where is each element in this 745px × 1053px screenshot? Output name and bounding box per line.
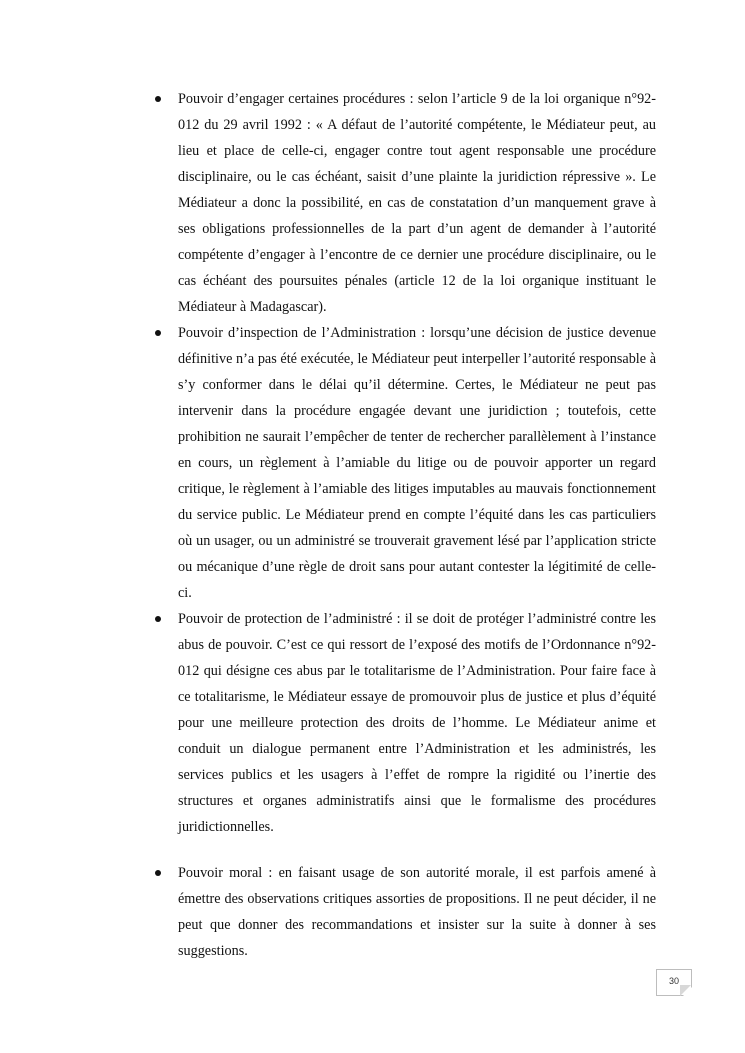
bullet-list <box>0 86 745 964</box>
paragraph-pouvoir-engager-procedures: Pouvoir d’engager certaines procédures : selon l’article 9 de la loi organique n°92-012 du 29 avril 1992 : « A défaut de l’autorité compétente, le Médiateur peut, au lieu et place de celle-ci, engager contre tout agent responsable une procédure disciplinaire, ou le cas échéant, saisit d’une plainte la juridiction répressive ». Le Médiateur a donc la possibilité, en cas de constatation d’un manquement grave à ses obligations professionnelles de la part d’un agent de demander à l’autorité compétente d’engager à l’encontre de ce dernier une procédure disciplinaire, ou le cas échéant des poursuites pénales (article 12 de la loi organique instituant le Médiateur à Madagascar). <box>178 91 656 315</box>
bullet-icon <box>155 330 161 336</box>
list-item <box>0 86 745 320</box>
paragraph-pouvoir-inspection: Pouvoir d’inspection de l’Administration : lorsqu’une décision de justice devenue définitive n’a pas été exécutée, le Médiateur peut interpeller l’autorité responsable à s’y conformer dans le délai qu’il détermine. Certes, le Médiateur ne peut pas intervenir dans la procédure engagée devant une juridiction ; toutefois, cette prohibition ne saurait l’empêcher de tenter de rechercher parallèlement à l’instance en cours, un règlement à l’amiable du litige ou de pouvoir apporter un regard critique, le règlement à l’amiable des litiges imputables au mauvais fonctionnement du service public. Le Médiateur prend en compte l’équité dans les cas particuliers où un usager, ou un administré se trouverait gravement lésé par l’application stricte ou mécanique d’une règle de droit sans pour autant contester la légitimité de celle-ci. <box>178 325 656 601</box>
list-item <box>0 320 745 606</box>
bullet-icon <box>155 616 161 622</box>
list-item <box>0 606 745 840</box>
list-item <box>0 860 745 964</box>
page-number: 30 <box>668 976 679 986</box>
paragraph-pouvoir-protection: Pouvoir de protection de l’administré : il se doit de protéger l’administré contre les abus de pouvoir. C’est ce qui ressort de l’exposé des motifs de l’Ordonnance n°92-012 qui désigne ces abus par le totalitarisme de l’Administration. Pour faire face à ce totalitarisme, le Médiateur essaye de promouvoir plus de justice et plus d’équité pour une meilleure protection des droits de l’homme. Le Médiateur anime et conduit un dialogue permanent entre l’Administration et les administrés, les services publics et les usagers à l’effet de rompre la rigidité ou l’inertie des structures et organes administratifs ainsi que le formalisme des procédures juridictionnelles. <box>178 611 656 835</box>
bullet-icon <box>155 870 161 876</box>
paragraph-pouvoir-moral: Pouvoir moral : en faisant usage de son autorité morale, il est parfois amené à émettre des observations critiques assorties de propositions. Il ne peut décider, il ne peut que donner des recommandations et insister sur la suite à donner à ses suggestions. <box>178 865 656 959</box>
bullet-icon <box>155 96 161 102</box>
